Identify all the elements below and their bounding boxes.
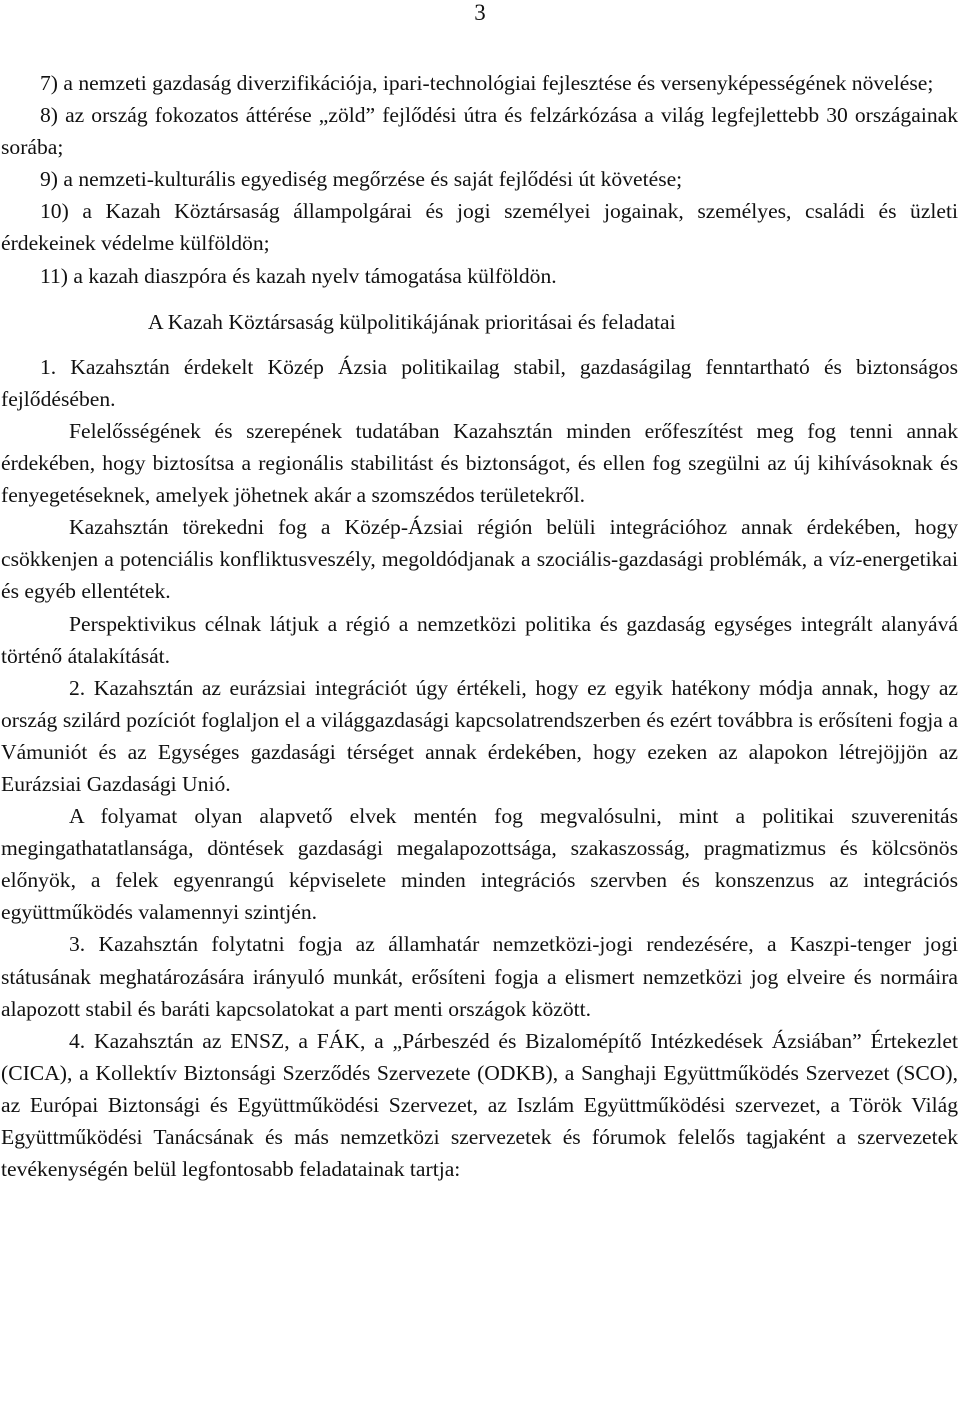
- paragraph-5: 2. Kazahsztán az eurázsiai integrációt úgy értékeli, hogy ez egyik hatékony módja annak, hogy az ország szilárd pozíciót foglaljon el a világgazdasági kapcsolatrendszerben és ezért továbbra is erősíteni fogja a Vámuniót és az Egységes gazdasági térséget annak érdekében, hogy ezeken az alapokon létrejöjjön az Eurázsiai Gazdasági Unió.: [1, 675, 958, 796]
- page-number: 3: [474, 0, 486, 25]
- paragraph-6: A folyamat olyan alapvető elvek mentén fog megvalósulni, mint a politikai szuverenitás megingathatatlansága, döntések gazdasági megalapozottsága, szakaszosság, pragmatizmus és kölcsönös előnyök, a felek egyenrangú képviselete minden integrációs szervben és konszenzus az integrációs együttműködés valamennyi szintjén.: [1, 804, 958, 925]
- paragraph-2: Felelősségének és szerepének tudatában Kazahsztán minden erőfeszítést meg fog tenni annak érdekében, hogy biztosítsa a regionális stabilitást és biztonságot, és ellen fog szegülni az új kihívásoknak és fenyegetéseknek, amelyek jöhetnek akár a szomszédos területekről.: [1, 418, 958, 508]
- list-item-8: 8) az ország fokozatos áttérése „zöld” fejlődési útra és felzárkózása a világ legfejlettebb 30 országainak sorába;: [1, 103, 958, 160]
- paragraph-1: 1. Kazahsztán érdekelt Közép Ázsia politikailag stabil, gazdaságilag fenntartható és biztonságos fejlődésében.: [1, 354, 958, 411]
- paragraph-4: Perspektivikus célnak látjuk a régió a nemzetközi politika és gazdaság egységes integrált alanyává történő átalakítását.: [1, 611, 958, 668]
- document-body: [1, 67, 958, 1185]
- paragraph-8: 4. Kazahsztán az ENSZ, a FÁK, a „Párbeszéd és Bizalomépítő Intézkedések Ázsiában” Értekezlet (CICA), a Kollektív Biztonsági Szerződés Szervezete (ODKB), a Sanghaji Együttműködés Szervezet (SCO), az Európai Biztonsági és Együttműködési Szervezet, az Iszlám Együttműködési szervezet, a Török Világ Együttműködési Tanácsának és más nemzetközi szervezetek és fórumok felelős tagjaként a szervezetek tevékenységén belül legfontosabb feladatainak tartja:: [1, 1028, 958, 1182]
- list-item-9: 9) a nemzeti-kulturális egyediség megőrzése és saját fejlődési út követése;: [40, 167, 683, 192]
- list-item-10: 10) a Kazah Köztársaság állampolgárai és jogi személyei jogainak, személyes, családi és üzleti érdekeinek védelme külföldön;: [1, 199, 958, 256]
- section-heading: A Kazah Köztársaság külpolitikájának prioritásai és feladatai: [148, 309, 676, 334]
- list-item-7: 7) a nemzeti gazdaság diverzifikációja, ipari-technológiai fejlesztése és versenyképességének növelése;: [40, 71, 934, 95]
- list-item-11: 11) a kazah diaszpóra és kazah nyelv támogatása külföldön.: [40, 263, 557, 288]
- paragraph-3: Kazahsztán törekedni fog a Közép-Ázsiai régión belüli integrációhoz annak érdekében, hogy csökkenjen a potenciális konfliktusveszély, megoldódjanak a szociális-gazdasági problémák, a víz-energetikai és egyéb ellentétek.: [1, 515, 958, 604]
- paragraph-7: 3. Kazahsztán folytatni fogja az államhatár nemzetközi-jogi rendezésére, a Kaszpi-tenger jogi státusának meghatározására irányuló munkát, erősíteni fogja a elismert nemzetközi jog elveire és normáira alapozott stabil és baráti kapcsolatokat a part menti országok között.: [1, 932, 958, 1021]
